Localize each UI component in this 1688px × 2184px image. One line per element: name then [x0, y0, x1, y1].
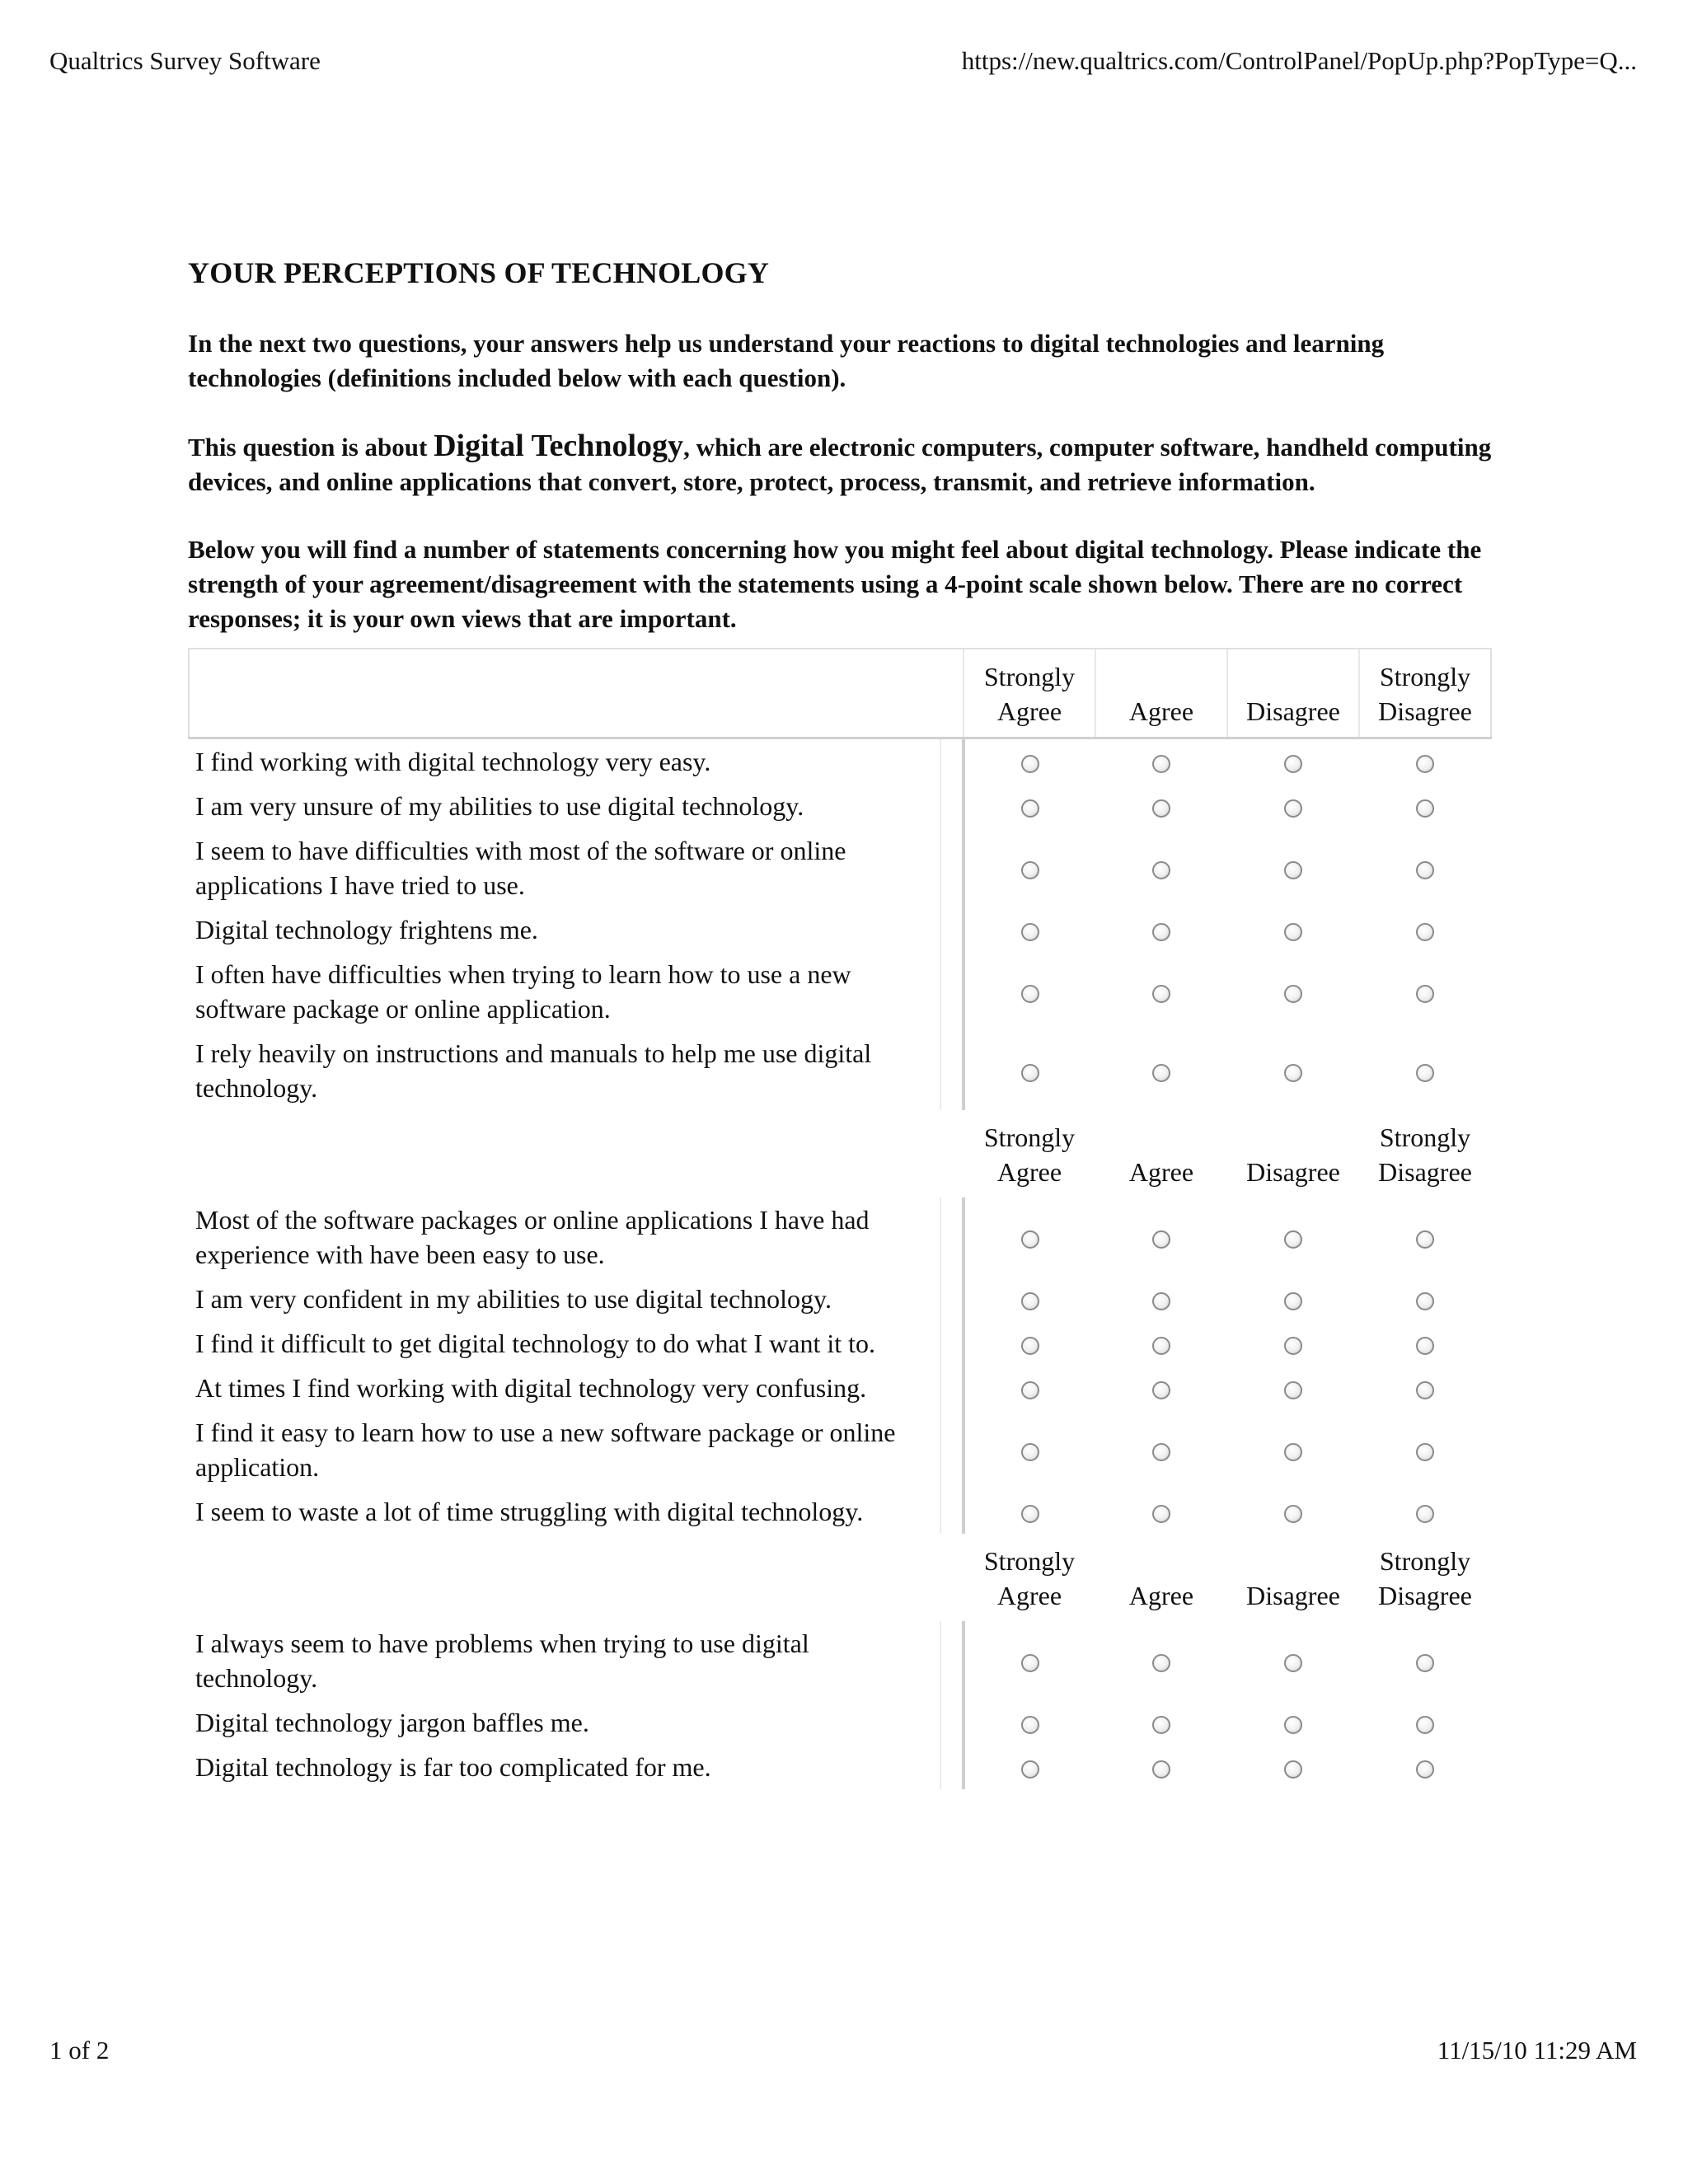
option-cell — [1227, 952, 1359, 1031]
radio-disagree[interactable] — [1284, 861, 1302, 879]
radio-strongly-disagree[interactable] — [1416, 985, 1434, 1003]
option-cell — [1227, 1700, 1359, 1745]
radio-disagree[interactable] — [1284, 1230, 1302, 1249]
scale-header-gap — [940, 1110, 964, 1197]
statement-text: I am very confident in my abilities to use digital technology. — [195, 1284, 832, 1314]
option-cell — [1227, 1031, 1359, 1110]
scale-label-strongly-agree — [964, 1534, 1095, 1621]
statement-row — [189, 1321, 1491, 1366]
scale-label-strongly-agree — [964, 1110, 1095, 1197]
radio-strongly-disagree[interactable] — [1416, 1505, 1434, 1523]
option-cell — [964, 1489, 1095, 1534]
statement-row — [189, 1700, 1491, 1745]
option-cell — [964, 1410, 1095, 1489]
scale-label-line: Disagree — [1378, 696, 1472, 726]
radio-strongly-agree[interactable] — [1021, 1381, 1039, 1399]
option-cell — [1359, 1277, 1491, 1321]
radio-strongly-disagree[interactable] — [1416, 1292, 1434, 1310]
radio-strongly-disagree[interactable] — [1416, 1654, 1434, 1672]
survey-content — [188, 255, 1498, 1789]
radio-agree[interactable] — [1152, 1064, 1170, 1082]
radio-agree[interactable] — [1152, 1760, 1170, 1779]
radio-agree[interactable] — [1152, 1443, 1170, 1461]
row-divider — [940, 1197, 964, 1277]
radio-strongly-disagree[interactable] — [1416, 755, 1434, 773]
option-cell — [1227, 1277, 1359, 1321]
option-cell — [964, 1366, 1095, 1410]
option-cell — [1359, 952, 1491, 1031]
radio-disagree[interactable] — [1284, 755, 1302, 773]
radio-agree[interactable] — [1152, 1230, 1170, 1249]
row-divider — [940, 1277, 964, 1321]
radio-agree[interactable] — [1152, 861, 1170, 879]
option-cell — [1095, 907, 1227, 952]
radio-disagree[interactable] — [1284, 1716, 1302, 1734]
option-cell — [1227, 1321, 1359, 1366]
option-cell — [964, 1745, 1095, 1789]
option-cell — [1095, 828, 1227, 907]
statement-row — [189, 1197, 1491, 1277]
option-cell — [1227, 1745, 1359, 1789]
statement-text: I am very unsure of my abilities to use digital technology. — [195, 791, 804, 821]
option-cell — [1227, 1410, 1359, 1489]
option-cell — [1359, 1745, 1491, 1789]
radio-strongly-disagree[interactable] — [1416, 1337, 1434, 1355]
radio-disagree[interactable] — [1284, 1064, 1302, 1082]
radio-strongly-disagree[interactable] — [1416, 861, 1434, 879]
option-cell — [1359, 1621, 1491, 1700]
scale-header-row — [189, 649, 1491, 738]
statement-text: I rely heavily on instructions and manuals to help me use digital technology. — [195, 1038, 872, 1103]
radio-agree[interactable] — [1152, 1337, 1170, 1355]
option-cell — [1227, 1621, 1359, 1700]
option-cell — [1095, 952, 1227, 1031]
scale-header-row — [189, 1110, 1491, 1197]
option-cell — [964, 1700, 1095, 1745]
scale-label-strongly-disagree — [1359, 649, 1491, 738]
option-cell — [964, 952, 1095, 1031]
statement-row — [189, 1621, 1491, 1700]
option-cell — [1095, 1031, 1227, 1110]
option-cell — [1359, 784, 1491, 828]
radio-strongly-agree[interactable] — [1021, 1716, 1039, 1734]
row-divider — [940, 738, 964, 785]
radio-strongly-agree[interactable] — [1021, 861, 1039, 879]
browser-header-url: https://new.qualtrics.com/ControlPanel/PopUp.php?PopType=Q... — [961, 46, 1637, 75]
statement-text: I find it difficult to get digital technology to do what I want it to. — [195, 1329, 876, 1358]
statement-text: I often have difficulties when trying to learn how to use a new software package or online application. — [195, 959, 851, 1024]
option-cell — [1095, 1277, 1227, 1321]
radio-strongly-agree[interactable] — [1021, 923, 1039, 941]
row-divider — [940, 1366, 964, 1410]
option-cell — [1095, 1197, 1227, 1277]
scale-label-line: Strongly — [983, 662, 1076, 691]
radio-strongly-agree[interactable] — [1021, 985, 1039, 1003]
option-cell — [1359, 1321, 1491, 1366]
option-cell — [964, 1031, 1095, 1110]
row-divider — [940, 1745, 964, 1789]
option-cell — [964, 828, 1095, 907]
row-divider — [940, 907, 964, 952]
radio-disagree[interactable] — [1284, 1654, 1302, 1672]
statement-row — [189, 1366, 1491, 1410]
scale-label-line: Agree — [996, 696, 1062, 726]
radio-strongly-agree[interactable] — [1021, 1505, 1039, 1523]
option-cell — [1359, 1366, 1491, 1410]
option-cell — [964, 907, 1095, 952]
scale-label-agree: Agree — [1128, 1157, 1194, 1187]
print-timestamp: 11/15/10 11:29 AM — [1437, 2036, 1637, 2064]
statement-row — [189, 1410, 1491, 1489]
radio-strongly-agree[interactable] — [1021, 755, 1039, 773]
radio-agree[interactable] — [1152, 799, 1170, 818]
scale-header-gap — [940, 1534, 964, 1621]
radio-disagree[interactable] — [1284, 1337, 1302, 1355]
scale-label-line: Disagree — [1378, 1581, 1472, 1610]
scale-label-disagree: Disagree — [1246, 1581, 1340, 1610]
page-title: YOUR PERCEPTIONS OF TECHNOLOGY — [188, 256, 770, 289]
radio-strongly-disagree[interactable] — [1416, 1760, 1434, 1779]
option-cell — [1227, 828, 1359, 907]
statement-row — [189, 952, 1491, 1031]
scale-header-row — [189, 1534, 1491, 1621]
radio-disagree[interactable] — [1284, 1443, 1302, 1461]
scale-label-strongly-disagree — [1359, 1110, 1491, 1197]
radio-disagree[interactable] — [1284, 799, 1302, 818]
radio-disagree[interactable] — [1284, 1760, 1302, 1779]
radio-strongly-agree[interactable] — [1021, 1654, 1039, 1672]
radio-strongly-disagree[interactable] — [1416, 799, 1434, 818]
option-cell — [1095, 1321, 1227, 1366]
scale-label-agree: Agree — [1095, 649, 1227, 738]
option-cell — [1227, 738, 1359, 785]
radio-agree[interactable] — [1152, 1292, 1170, 1310]
option-cell — [1359, 907, 1491, 952]
statement-row — [189, 1277, 1491, 1321]
radio-strongly-disagree[interactable] — [1416, 1230, 1434, 1249]
row-divider — [940, 1621, 964, 1700]
scale-label-line: Strongly — [983, 1122, 1076, 1152]
radio-disagree[interactable] — [1284, 1381, 1302, 1399]
scale-header-blank — [189, 1534, 940, 1621]
statement-row — [189, 1031, 1491, 1110]
option-cell — [1095, 1410, 1227, 1489]
statement-text: I seem to have difficulties with most of the software or online applications I have tried to use. — [195, 836, 846, 900]
option-cell — [964, 738, 1095, 785]
option-cell — [1095, 738, 1227, 785]
option-cell — [1095, 1489, 1227, 1534]
radio-strongly-disagree[interactable] — [1416, 1716, 1434, 1734]
radio-strongly-agree[interactable] — [1021, 1292, 1039, 1310]
option-cell — [964, 784, 1095, 828]
definition-term: Digital Technology — [434, 429, 684, 463]
statement-text: Digital technology is far too complicated for me. — [195, 1752, 711, 1782]
statement-row — [189, 828, 1491, 907]
row-divider — [940, 1321, 964, 1366]
row-divider — [940, 1489, 964, 1534]
scale-label-line: Agree — [996, 1157, 1062, 1187]
radio-disagree[interactable] — [1284, 923, 1302, 941]
row-divider — [940, 1700, 964, 1745]
scale-label-strongly-agree — [964, 649, 1095, 738]
statement-row — [189, 1745, 1491, 1789]
scale-label-line: Agree — [996, 1581, 1062, 1610]
radio-strongly-agree[interactable] — [1021, 1760, 1039, 1779]
radio-strongly-agree[interactable] — [1021, 1064, 1039, 1082]
scale-header-blank — [189, 649, 940, 738]
radio-strongly-disagree[interactable] — [1416, 1381, 1434, 1399]
option-cell — [1359, 738, 1491, 785]
option-cell — [964, 1621, 1095, 1700]
option-cell — [964, 1277, 1095, 1321]
radio-strongly-disagree[interactable] — [1416, 1443, 1434, 1461]
option-cell — [1359, 1410, 1491, 1489]
statement-text: Digital technology jargon baffles me. — [195, 1708, 589, 1737]
radio-disagree[interactable] — [1284, 1292, 1302, 1310]
option-cell — [964, 1321, 1095, 1366]
radio-disagree[interactable] — [1284, 985, 1302, 1003]
option-cell — [1095, 784, 1227, 828]
option-cell — [1095, 1366, 1227, 1410]
option-cell — [1227, 907, 1359, 952]
scale-label-line: Strongly — [983, 1546, 1076, 1576]
statement-text: I seem to waste a lot of time struggling with digital technology. — [195, 1497, 864, 1526]
option-cell — [1359, 828, 1491, 907]
option-cell — [1227, 1489, 1359, 1534]
radio-agree[interactable] — [1152, 985, 1170, 1003]
statement-text: I always seem to have problems when trying to use digital technology. — [195, 1629, 809, 1693]
radio-disagree[interactable] — [1284, 1505, 1302, 1523]
definition-prefix: This question is about — [188, 433, 434, 462]
radio-strongly-agree[interactable] — [1021, 1230, 1039, 1249]
statement-text: I find working with digital technology very easy. — [195, 747, 711, 776]
radio-agree[interactable] — [1152, 755, 1170, 773]
option-cell — [1359, 1197, 1491, 1277]
scale-label-agree: Agree — [1128, 1581, 1194, 1610]
option-cell — [1095, 1700, 1227, 1745]
row-divider — [940, 1031, 964, 1110]
statement-row — [189, 738, 1491, 785]
statement-row — [189, 1489, 1491, 1534]
radio-strongly-disagree[interactable] — [1416, 1064, 1434, 1082]
option-cell — [1359, 1489, 1491, 1534]
page-number: 1 of 2 — [49, 2036, 110, 2064]
scale-label-line: Strongly — [1379, 662, 1471, 691]
radio-strongly-agree[interactable] — [1021, 1443, 1039, 1461]
scale-header-gap — [940, 649, 964, 738]
option-cell — [1359, 1700, 1491, 1745]
option-cell — [1227, 1197, 1359, 1277]
statement-row — [189, 784, 1491, 828]
statement-text: At times I find working with digital technology very confusing. — [195, 1373, 867, 1403]
option-cell — [1095, 1745, 1227, 1789]
scale-header-blank — [189, 1110, 940, 1197]
scale-label-line: Strongly — [1379, 1546, 1471, 1576]
statement-text: Digital technology frightens me. — [195, 915, 538, 944]
likert-matrix — [188, 648, 1492, 1789]
scale-label-line: Strongly — [1379, 1122, 1471, 1152]
radio-agree[interactable] — [1152, 1505, 1170, 1523]
option-cell — [1095, 1621, 1227, 1700]
scale-label-line: Disagree — [1378, 1157, 1472, 1187]
scale-label-strongly-disagree — [1359, 1534, 1491, 1621]
row-divider — [940, 784, 964, 828]
radio-agree[interactable] — [1152, 923, 1170, 941]
row-divider — [940, 952, 964, 1031]
radio-strongly-agree[interactable] — [1021, 1337, 1039, 1355]
intro-text: In the next two questions, your answers help us understand your reactions to digital technologies and learning technologies (definitions included below with each question). — [188, 329, 1385, 392]
scale-label-disagree: Disagree — [1246, 1157, 1340, 1187]
instructions-text: Below you will find a number of statements concerning how you might feel about digital technology. Please indicate the strength of your agreement/disagreement with the statements using a 4-point scale shown below. There are no correct responses; it is your own views that are important. — [188, 535, 1482, 633]
statement-text: Most of the software packages or online applications I have had experience with have been easy to use. — [195, 1205, 870, 1269]
row-divider — [940, 1410, 964, 1489]
radio-agree[interactable] — [1152, 1716, 1170, 1734]
radio-strongly-disagree[interactable] — [1416, 923, 1434, 941]
row-divider — [940, 828, 964, 907]
radio-strongly-agree[interactable] — [1021, 799, 1039, 818]
radio-agree[interactable] — [1152, 1654, 1170, 1672]
statement-text: I find it easy to learn how to use a new software package or online application. — [195, 1418, 896, 1482]
definition-text — [188, 429, 1498, 499]
option-cell — [964, 1197, 1095, 1277]
radio-agree[interactable] — [1152, 1381, 1170, 1399]
definition-rest: , which are electronic computers, computer software, handheld computing devices, and online applications that convert, store, protect, process, transmit, and retrieve information. — [188, 433, 1492, 496]
option-cell — [1227, 1366, 1359, 1410]
browser-header-title: Qualtrics Survey Software — [49, 46, 321, 75]
scale-label-disagree: Disagree — [1227, 649, 1359, 738]
statement-row — [189, 907, 1491, 952]
option-cell — [1227, 784, 1359, 828]
option-cell — [1359, 1031, 1491, 1110]
